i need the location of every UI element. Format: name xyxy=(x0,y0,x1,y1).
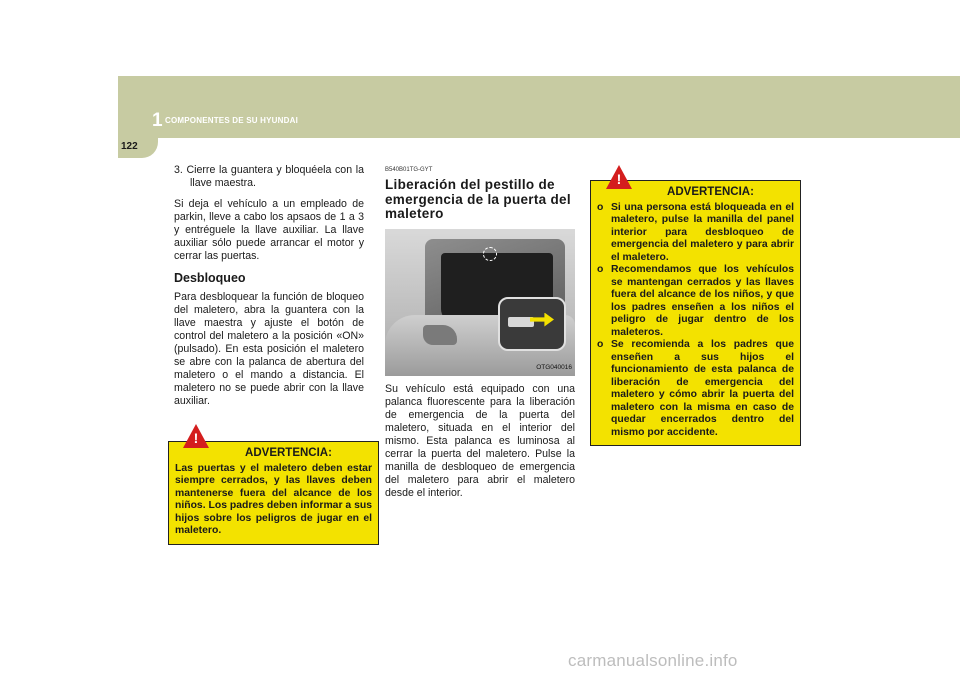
bullet: o xyxy=(597,339,604,350)
trunk-photo xyxy=(385,229,575,376)
step-3: 3. Cierre la guantera y bloquéela con la llave maestra. xyxy=(174,164,364,189)
release-handle-inset xyxy=(498,297,566,351)
header-band xyxy=(118,76,960,138)
release-paragraph: Su vehículo está equipado con una palanca fluorescente para la liberación de emergencia de la puerta del maletero, situada en el interior del mismo. Esta palanca es luminosa al cerrar la puerta del maletero. Pulse la manilla de desbloqueo de emergencia del maletero para abrir el maletero desde el interior. xyxy=(385,382,575,499)
warning-box-right xyxy=(590,180,801,446)
warning-item xyxy=(597,339,794,439)
unlock-paragraph: Para desbloquear la función de bloqueo del maletero, abra la guantera con la llave maestra y ajuste el botón de control del maletero a la posición «ON» (pulsado). En esta posición el maletero se abre con la palanca de abertura del maletero o el mando a distancia. El maletero no se puede abrir con la llave auxiliar. xyxy=(174,291,364,407)
unlock-subheading: Desbloqueo xyxy=(174,271,246,285)
taillight xyxy=(423,325,457,345)
warning-item-text: Recomendamos que los vehículos se mantengan cerrados y las llaves fuera del alcance de los niños, y que los padres enseñen a los niños el peligro de jugar dentro de los maleteros. xyxy=(611,264,794,338)
warning-exclamation-icon: ! xyxy=(193,430,199,446)
warning-item xyxy=(597,202,794,265)
chapter-title: COMPONENTES DE SU HYUNDAI xyxy=(165,116,299,125)
warning-item-text: Se recomienda a los padres que enseñen a sus hijos el funcionamiento de esta palanca de liberación de emergencia del maletero y cómo abrir la puerta del maletero con la misma en caso de quedar encerrados dentro del mismo por accidente. xyxy=(611,339,794,438)
warning-box-left xyxy=(168,441,379,545)
warning-list-right xyxy=(597,202,794,440)
page-number: 122 xyxy=(121,141,138,152)
bullet: o xyxy=(597,201,604,213)
left-column xyxy=(174,164,364,408)
section-title: Liberación del pestillo de emergencia de la puerta del maletero xyxy=(385,177,571,221)
warning-text-left: Las puertas y el maletero deben estar siempre cerrados, y las llaves deben mantenerse fuera del alcance de los niños. Los padres deben informar a sus hijos sobre los peligros de jugar en el maletero. xyxy=(175,462,372,536)
valet-paragraph: Si deja el vehículo a un empleado de parkin, lleve a cabo los apsaos de 1 a 3 y entréguele la llave auxiliar. La llave auxiliar sólo puede arrancar el motor y cerrar las puertas. xyxy=(174,198,364,262)
warning-title-left: ADVERTENCIA: xyxy=(245,447,332,459)
warning-exclamation-icon: ! xyxy=(616,171,622,187)
photo-code: OTG040016 xyxy=(536,363,572,371)
middle-column xyxy=(385,164,575,500)
warning-item-text: Si una persona está bloqueada en el maletero, pulse la manilla del panel interior para desbloqueo de emergencia del maletero y para abrir el maletero. xyxy=(611,201,794,263)
warning-item xyxy=(597,264,794,339)
chapter-number: 1 xyxy=(152,110,163,131)
warning-title-right: ADVERTENCIA: xyxy=(667,186,754,198)
zoom-circle xyxy=(483,247,497,261)
section-code: B540B01TG-GYT xyxy=(385,167,433,173)
watermark: carmanualsonline.info xyxy=(568,651,738,670)
bullet: o xyxy=(597,264,604,275)
